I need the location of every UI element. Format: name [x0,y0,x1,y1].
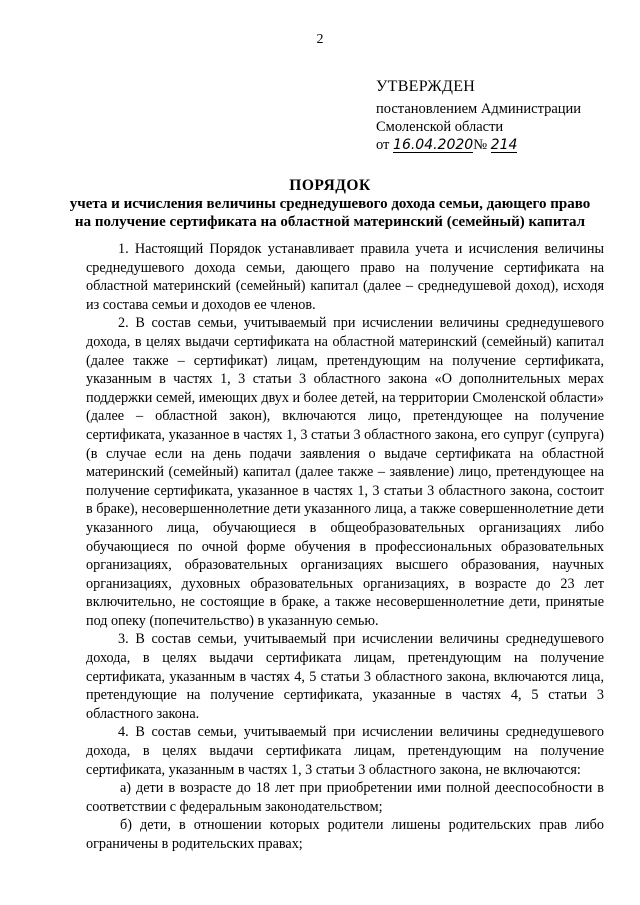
title-subtitle: учета и исчисления величины среднедушевого дохода семьи, дающего право на получение сертификата на областной материнский (семейный) капитал [69,196,591,230]
paragraph-4: 4. В состав семьи, учитываемый при исчислении величины среднедушевого дохода, в целях выдачи сертификата лицам, претендующим на получение сертификата, указанным в частях 1, 3 статьи 3 областного закона, не включаются: [86,724,604,778]
approval-line-1: постановлением Администрации [376,101,582,117]
approval-line-2: Смоленской области [376,119,504,135]
page-number: 2 [316,32,324,47]
paragraph-2: 2. В состав семьи, учитываемый при исчислении величины среднедушевого дохода, в целях выдачи сертификата на областной материнский (семейный) капитал (далее также – сертификат) лицам, претендующим на получение сертификата, указанным в частях 1, 3 статьи 3 областного закона «О дополнительных мерах поддержки семей, имеющих двух и более детей, на территории Смоленской области» (далее – областной закон), включаются лицо, претендующее на получение сертификата, указанное в частях 1, 3 статьи 3 областного закона, его супруг (супруга) (в случае если на день подачи заявления о выдаче сертификата на областной материнский (семейный) капитал (далее также – заявление) лицо, претендующее на получение сертификата, указанное в частях 1, 3 статьи 3 областного закона, состоит в браке), несовершеннолетние дети указанного лица, а также совершеннолетние дети указанного лица, обучающиеся в общеобразовательных организациях либо обучающиеся по очной форме обучения в профессиональных образовательных организациях, образовательных организациях высшего образования, научных организациях, духовных образовательных организациях, в возрасте до 23 лет включительно, не состоящие в браке, а также несовершеннолетние дети, принятые под опеку (попечительство) в указанную семью. [86,315,604,629]
paragraph-4a: а) дети в возрасте до 18 лет при приобретении ими полной дееспособности в соответствии с федеральным законодательством; [86,780,604,815]
paragraph-3: 3. В состав семьи, учитываемый при исчислении величины среднедушевого дохода, в целях выдачи сертификата лицам, претендующим на получение сертификата, указанным в частях 4, 5 статьи 3 областного закона, включаются лица, претендующие на получение сертификата, указанные в частях 4, 5 статьи 3 областного закона. [86,631,604,722]
paragraph-4b: б) дети, в отношении которых родители лишены родительских прав либо ограничены в родительских правах; [86,817,604,852]
document-body [86,240,604,854]
approval-date-number-line [376,136,626,154]
title-main: ПОРЯДОК [289,177,371,194]
approval-block [376,78,626,154]
number-label: № [473,137,488,153]
document-title [60,177,600,231]
handwritten-date: 16.04.2020 [393,137,474,153]
approval-heading: УТВЕРЖДЕН [376,78,476,95]
paragraph-1: 1. Настоящий Порядок устанавливает правила учета и исчисления величины среднедушевого дохода семьи, дающего право на получение сертификата на областной материнский (семейный) капитал (далее – среднедушевой доход), исходя из состава семьи и доходов ее членов. [86,241,604,313]
handwritten-number: 214 [490,137,518,153]
from-label: от [376,137,390,153]
